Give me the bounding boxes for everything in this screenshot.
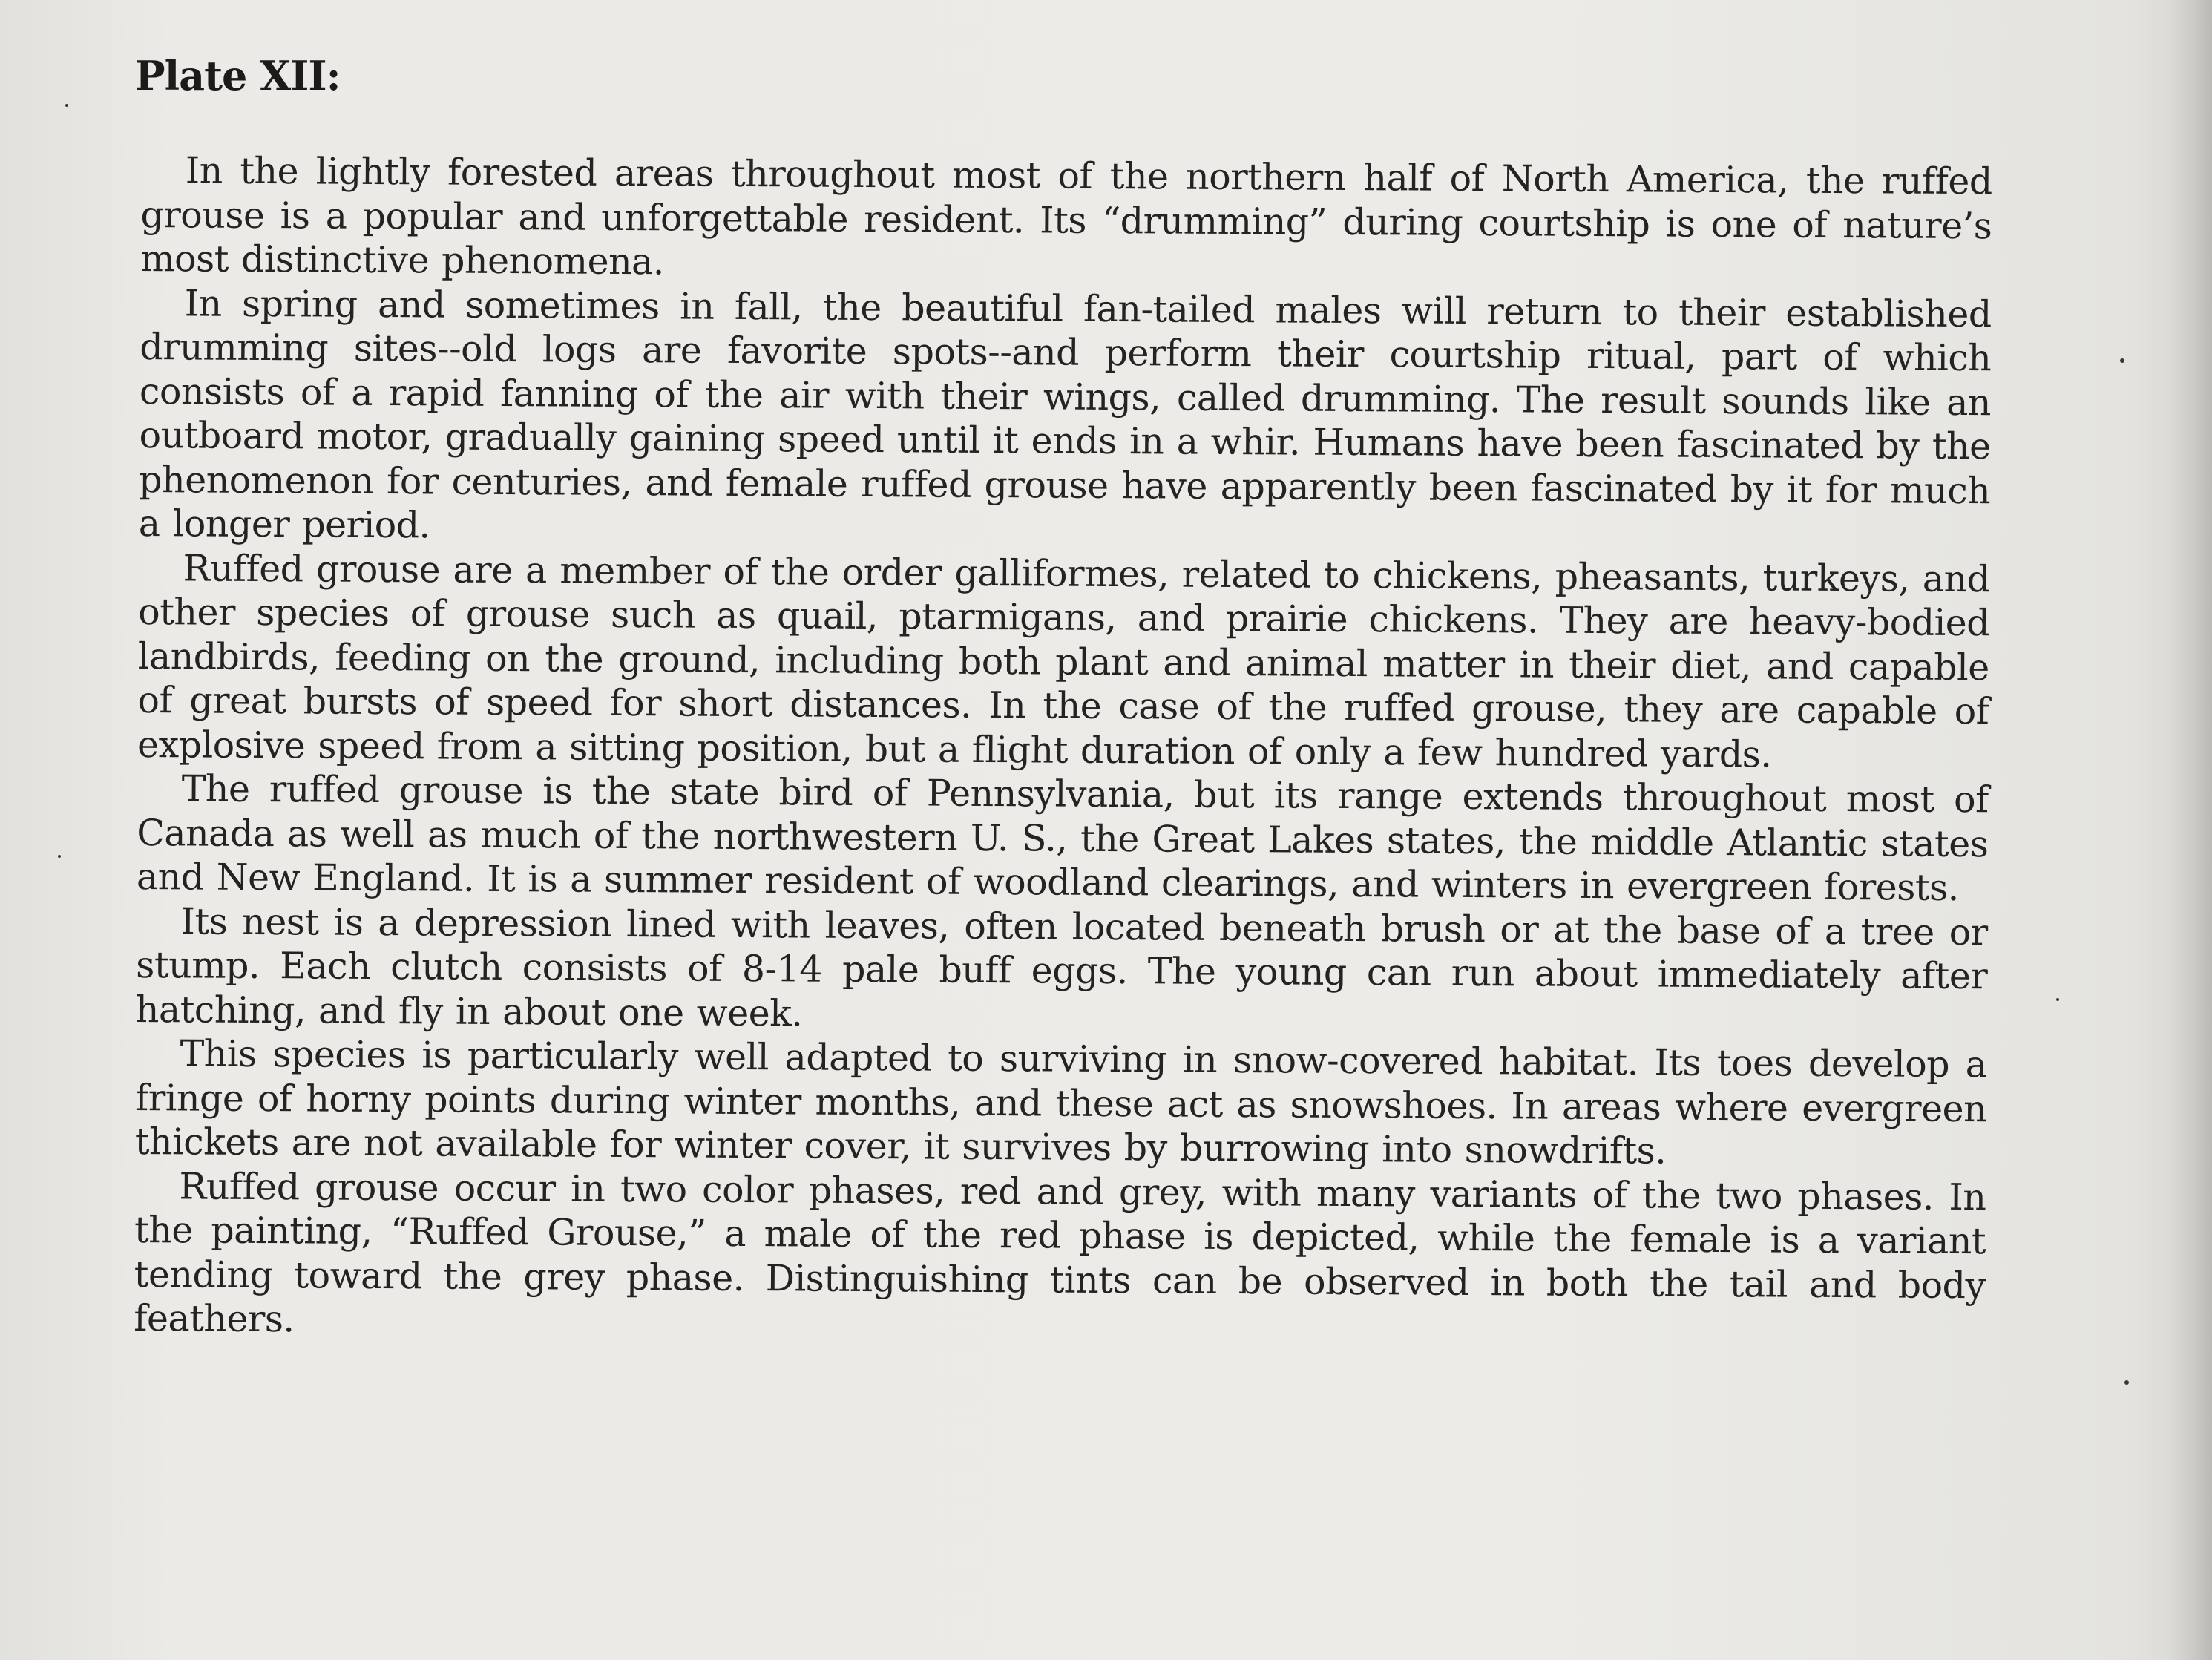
print-speck (2120, 358, 2124, 363)
page-edge-shadow (2167, 0, 2212, 1660)
print-speck (65, 104, 68, 107)
paragraph-color-phases: Ruffed grouse occur in two color phases, red and grey, with many variants of the two phases. In the painting, “Ruffed Grouse,” a male of the red phase is depicted, while the female is a variant tending toward the grey phase. Distinguishing tints can be observed in both the tail and body feathers. (134, 1164, 1986, 1341)
paragraph-drumming: In spring and sometimes in fall, the beautiful fan-tailed males will return to their established drumming sites--old logs are favorite spots--and perform their courtship ritual, part of which consists of a rapid fanning of the air with their wings, called drumming. The result sounds like an outboard motor, gradually gaining speed until it ends in a whir. Humans have been fascinated by the phenomenon for centuries, and female ruffed grouse have apparently been fascinated by it for much a longer period. (138, 281, 1992, 547)
paragraph-adaptation: This species is particularly well adapted to surviving in snow-covered habitat. Its toes develop a fringe of horny points during winter months, and these act as snowshoes. In areas where evergreen thickets are not available for winter cover, it survives by burrowing into snowdrifts. (134, 1032, 1987, 1172)
plate-description (134, 148, 1992, 1352)
print-speck (2124, 1380, 2129, 1385)
print-speck (58, 855, 61, 858)
plate-title: Plate XII: (135, 52, 341, 99)
paragraph-intro: In the lightly forested areas throughout most of the northern half of North America, the ruffed grouse is a popular and unforgettable resident. Its “drumming” during courtship is one of nature’s most distinctive phenomena. (140, 149, 1992, 283)
paragraph-nesting: Its nest is a depression lined with leaves, often located beneath brush or at the base of a tree or stump. Each clutch consists of 8-14 pale buff eggs. The young can run about immediately after hatching, and fly in about one week. (135, 899, 1988, 1034)
paragraph-classification: Ruffed grouse are a member of the order galliformes, related to chickens, pheasants, turkeys, and other species of grouse such as quail, ptarmigans, and prairie chickens. They are heavy-bodied landbirds, feeding on the ground, including both plant and animal matter in their diet, and capable of great bursts of speed for short distances. In the case of the ruffed grouse, they are capable of explosive speed from a sitting position, but a flight duration of only a few hundred yards. (137, 546, 1990, 775)
paragraph-range: The ruffed grouse is the state bird of Pennsylvania, but its range extends throughout most of Canada as well as much of the northwestern U. S., the Great Lakes states, the middle Atlantic states and New England. It is a summer resident of woodland clearings, and winters in evergreen forests. (136, 767, 1989, 909)
print-speck (2056, 998, 2059, 1001)
